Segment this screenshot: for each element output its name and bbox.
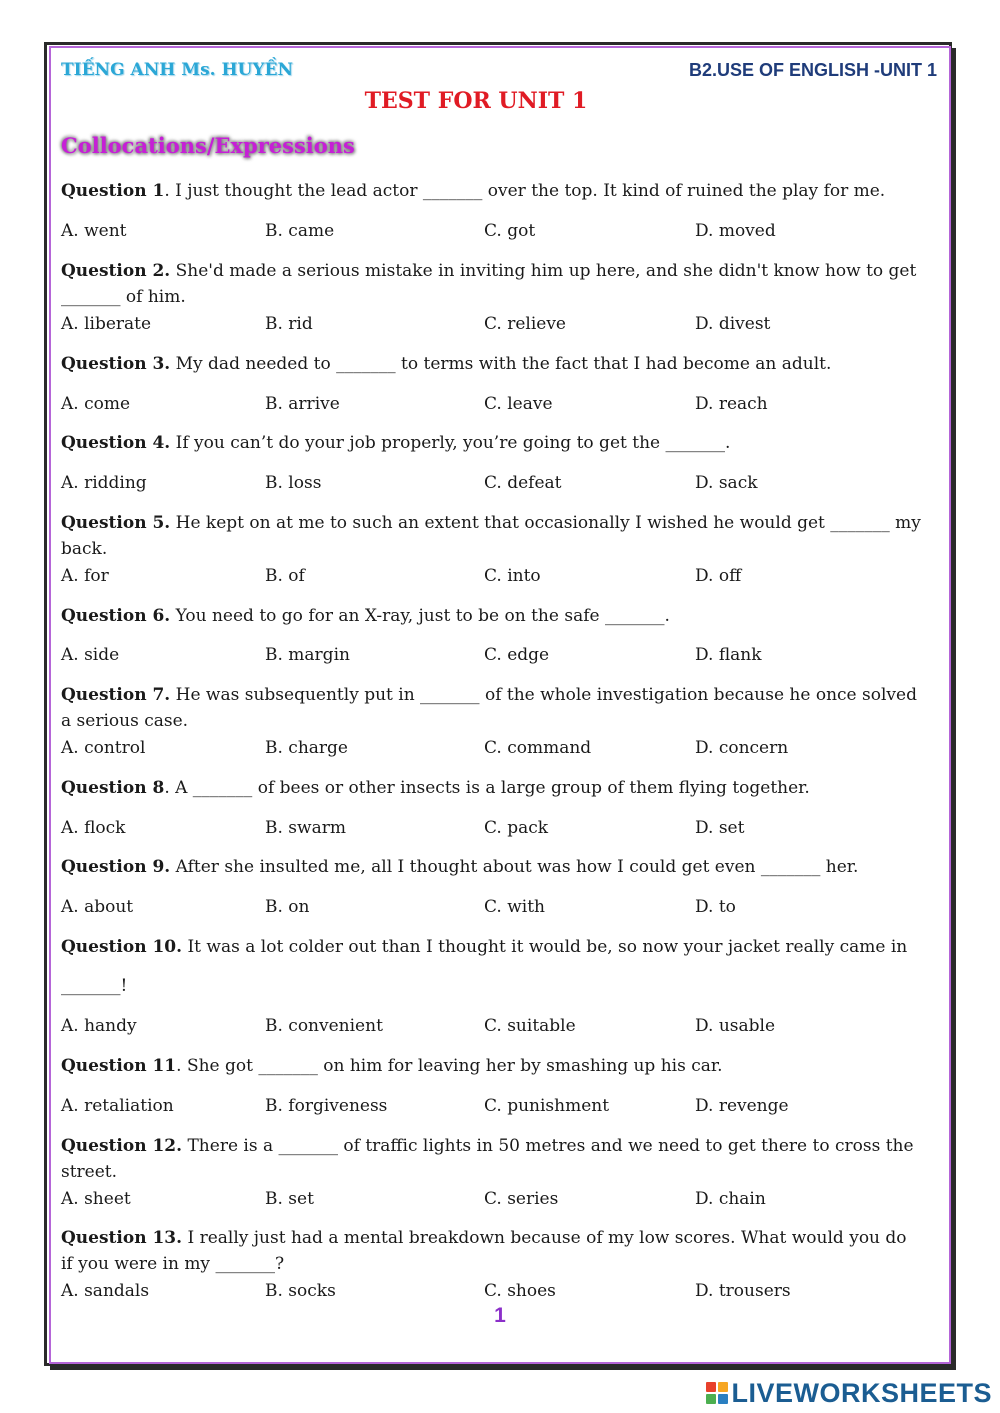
logo-square-blue: [718, 1394, 728, 1404]
option-d[interactable]: D. moved: [695, 221, 776, 241]
question-2: [61, 258, 921, 310]
question-label: Question 3.: [61, 354, 171, 374]
option-c[interactable]: C. with: [484, 897, 545, 917]
question-label: Question 10.: [61, 937, 183, 957]
question-9: [61, 854, 921, 880]
question-1: [61, 178, 921, 204]
question-text: . I just thought the lead actor _______ over the top. It kind of ruined the play for me.: [164, 181, 886, 201]
page-number: 1: [494, 1304, 506, 1327]
question-text: It was a lot colder out than I thought it would be, so now your jacket really came in: [182, 937, 908, 957]
option-b[interactable]: B. on: [265, 897, 310, 917]
option-c[interactable]: C. into: [484, 566, 541, 586]
option-a[interactable]: A. come: [61, 394, 131, 414]
question-8: [61, 775, 921, 801]
option-d[interactable]: D. divest: [695, 314, 771, 334]
option-b[interactable]: B. came: [265, 221, 335, 241]
question-6: [61, 603, 921, 629]
option-b[interactable]: B. loss: [265, 473, 322, 493]
option-b[interactable]: B. of: [265, 566, 305, 586]
option-a[interactable]: A. control: [61, 738, 146, 758]
option-d[interactable]: D. reach: [695, 394, 768, 414]
question-text: He kept on at me to such an extent that occasionally I wished he would get _______ my back.: [61, 513, 921, 559]
option-b[interactable]: B. rid: [265, 314, 313, 334]
option-c[interactable]: C. punishment: [484, 1096, 610, 1116]
logo-square-green: [706, 1394, 716, 1404]
question-text: There is a _______ of traffic lights in 50 metres and we need to get there to cross the street.: [61, 1136, 914, 1182]
question-5: [61, 510, 921, 562]
option-d[interactable]: D. to: [695, 897, 736, 917]
question-label: Question 1: [61, 181, 165, 201]
option-b[interactable]: B. convenient: [265, 1016, 383, 1036]
option-a[interactable]: A. for: [61, 566, 109, 586]
question-10: [61, 934, 921, 960]
option-b[interactable]: B. set: [265, 1189, 314, 1209]
option-a[interactable]: A. handy: [61, 1016, 137, 1036]
option-d[interactable]: D. set: [695, 818, 745, 838]
question-label: Question 13.: [61, 1228, 183, 1248]
question-label: Question 8: [61, 778, 165, 798]
question-text: I really just had a mental breakdown because of my low scores. What would you do if you were in my _______?: [61, 1228, 907, 1274]
question-label: Question 9.: [61, 857, 171, 877]
page-shadow-right: [952, 48, 956, 1370]
option-a[interactable]: A. sheet: [61, 1189, 131, 1209]
header-teacher: TIẾNG ANH Ms. HUYỀN: [61, 60, 293, 80]
liveworksheets-logo-icon: [706, 1382, 728, 1404]
question-text: My dad needed to _______ to terms with the fact that I had become an adult.: [170, 354, 832, 374]
option-c[interactable]: C. defeat: [484, 473, 562, 493]
page-shadow-bottom: [50, 1366, 956, 1370]
option-d[interactable]: D. sack: [695, 473, 758, 493]
question-text: . She got _______ on him for leaving her by smashing up his car.: [176, 1056, 723, 1076]
option-a[interactable]: A. side: [61, 645, 120, 665]
option-d[interactable]: D. flank: [695, 645, 762, 665]
liveworksheets-watermark[interactable]: [706, 1378, 992, 1408]
option-d[interactable]: D. chain: [695, 1189, 766, 1209]
option-c[interactable]: C. shoes: [484, 1281, 556, 1301]
option-d[interactable]: D. concern: [695, 738, 789, 758]
question-label: Question 4.: [61, 433, 171, 453]
question-label: Question 7.: [61, 685, 171, 705]
question-label: Question 6.: [61, 606, 171, 626]
option-d[interactable]: D. trousers: [695, 1281, 791, 1301]
question-10-continuation: _______!: [61, 976, 128, 996]
option-a[interactable]: A. retaliation: [61, 1096, 174, 1116]
liveworksheets-brand: LIVEWORKSHEETS: [731, 1377, 992, 1408]
question-13: [61, 1225, 921, 1277]
question-text: She'd made a serious mistake in inviting him up here, and she didn't know how to get _______ of him.: [61, 261, 917, 307]
option-b[interactable]: B. swarm: [265, 818, 346, 838]
question-7: [61, 682, 921, 734]
option-d[interactable]: D. usable: [695, 1016, 776, 1036]
question-text: . A _______ of bees or other insects is a large group of them flying together.: [164, 778, 810, 798]
option-a[interactable]: A. sandals: [61, 1281, 150, 1301]
question-text: He was subsequently put in _______ of the whole investigation because he once solved a serious case.: [61, 685, 917, 731]
option-c[interactable]: C. edge: [484, 645, 550, 665]
question-label: Question 12.: [61, 1136, 183, 1156]
logo-square-red: [706, 1382, 716, 1392]
option-c[interactable]: C. command: [484, 738, 592, 758]
option-b[interactable]: B. charge: [265, 738, 348, 758]
option-a[interactable]: A. about: [61, 897, 134, 917]
option-b[interactable]: B. forgiveness: [265, 1096, 388, 1116]
option-a[interactable]: A. liberate: [61, 314, 152, 334]
option-b[interactable]: B. margin: [265, 645, 350, 665]
question-4: [61, 430, 921, 456]
question-12: [61, 1133, 921, 1185]
option-a[interactable]: A. went: [61, 221, 127, 241]
option-a[interactable]: A. ridding: [61, 473, 147, 493]
option-b[interactable]: B. arrive: [265, 394, 340, 414]
option-d[interactable]: D. revenge: [695, 1096, 789, 1116]
option-d[interactable]: D. off: [695, 566, 742, 586]
question-label: Question 5.: [61, 513, 171, 533]
option-c[interactable]: C. leave: [484, 394, 553, 414]
question-11: [61, 1053, 921, 1079]
question-label: Question 2.: [61, 261, 171, 281]
logo-square-orange: [718, 1382, 728, 1392]
question-text: If you can’t do your job properly, you’re going to get the _______.: [170, 433, 731, 453]
option-b[interactable]: B. socks: [265, 1281, 336, 1301]
option-c[interactable]: C. suitable: [484, 1016, 576, 1036]
option-c[interactable]: C. relieve: [484, 314, 566, 334]
question-label: Question 11: [61, 1056, 177, 1076]
question-3: [61, 351, 921, 377]
header-course: B2.USE OF ENGLISH -UNIT 1: [688, 60, 937, 80]
page-title: TEST FOR UNIT 1: [364, 88, 588, 114]
question-text: You need to go for an X-ray, just to be on the safe _______.: [170, 606, 670, 626]
question-text: After she insulted me, all I thought about was how I could get even _______ her.: [170, 857, 859, 877]
section-heading: Collocations/Expressions: [61, 133, 355, 158]
option-a[interactable]: A. flock: [61, 818, 126, 838]
option-c[interactable]: C. got: [484, 221, 536, 241]
option-c[interactable]: C. series: [484, 1189, 559, 1209]
option-c[interactable]: C. pack: [484, 818, 549, 838]
